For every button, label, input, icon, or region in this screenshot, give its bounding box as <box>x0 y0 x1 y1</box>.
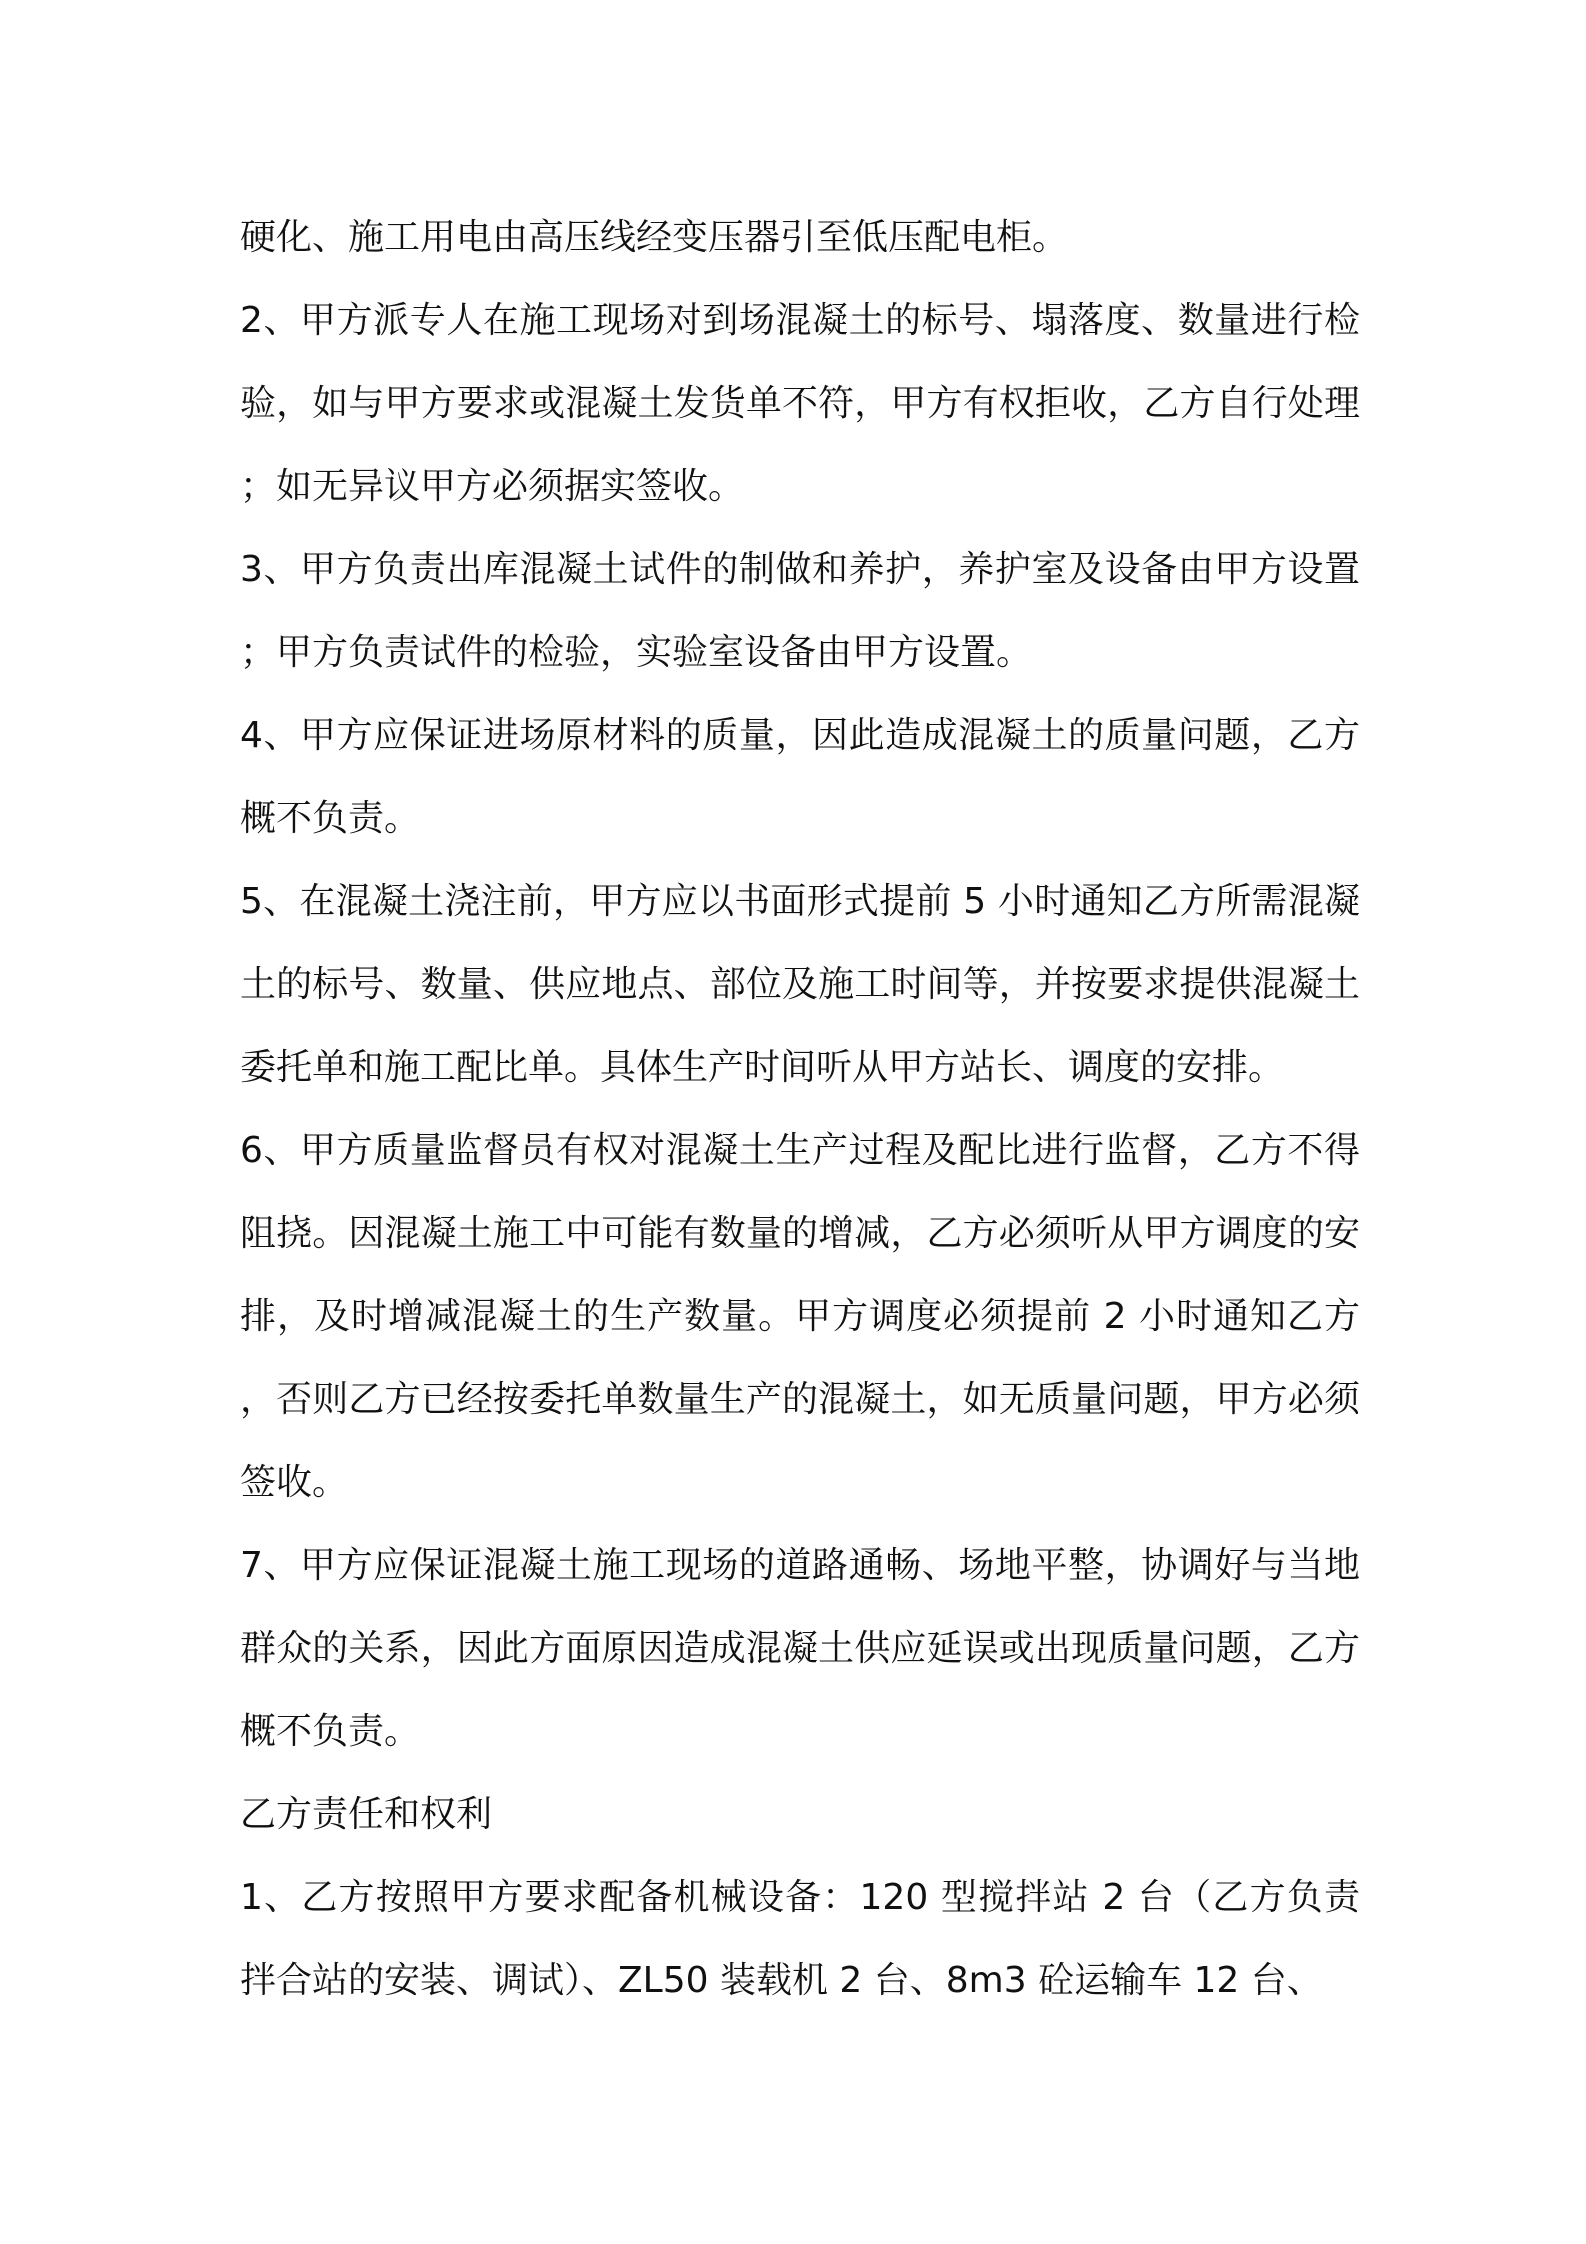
document-body <box>240 196 1360 2022</box>
paragraph-item-5: 5、在混凝土浇注前，甲方应以书面形式提前 5 小时通知乙方所需混凝土的标号、数量、供应地点、部位及施工时间等，并按要求提供混凝土委托单和施工配比单。具体生产时间听从甲方站长、调度的安排。 <box>240 881 1360 1088</box>
section-heading: 乙方责任和权利 <box>240 1794 493 1835</box>
paragraph-item-7: 7、甲方应保证混凝土施工现场的道路通畅、场地平整，协调好与当地群众的关系，因此方面原因造成混凝土供应延误或出现质量问题，乙方概不负责。 <box>240 1545 1360 1752</box>
paragraph-item-6: 6、甲方质量监督员有权对混凝土生产过程及配比进行监督，乙方不得阻挠。因混凝土施工中可能有数量的增减，乙方必须听从甲方调度的安排，及时增减混凝土的生产数量。甲方调度必须提前 2 小时通知乙方，否则乙方已经按委托单数量生产的混凝土，如无质量问题，甲方必须签收。 <box>240 1130 1360 1503</box>
paragraph-item-2: 2、甲方派专人在施工现场对到场混凝土的标号、塌落度、数量进行检验，如与甲方要求或混凝土发货单不符，甲方有权拒收，乙方自行处理；如无异议甲方必须据实签收。 <box>240 300 1360 507</box>
paragraph-item-4: 4、甲方应保证进场原材料的质量，因此造成混凝土的质量问题，乙方概不负责。 <box>240 715 1360 839</box>
paragraph-continuation: 硬化、施工用电由高压线经变压器引至低压配电柜。 <box>240 217 1069 258</box>
section-paragraph-item-1: 1、乙方按照甲方要求配备机械设备：120 型搅拌站 2 台（乙方负责拌合站的安装、调试）、ZL50 装载机 2 台、8m3 砼运输车 12 台、 <box>240 1877 1360 2001</box>
paragraph-item-3: 3、甲方负责出库混凝土试件的制做和养护，养护室及设备由甲方设置；甲方负责试件的检验，实验室设备由甲方设置。 <box>240 549 1360 673</box>
